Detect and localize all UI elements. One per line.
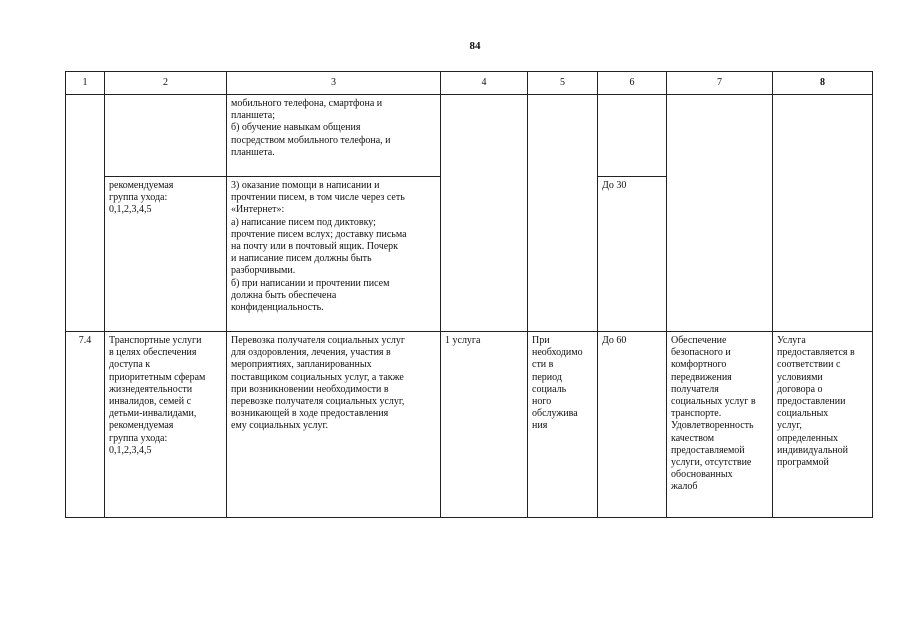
- text-line: 0,1,2,3,4,5: [109, 444, 152, 456]
- text-line: инвалидов, семей с: [109, 396, 192, 408]
- text-line: ему социальных услуг.: [231, 420, 328, 432]
- cell-conditions: [773, 332, 873, 518]
- text-line: б) обучение навыкам общения: [231, 122, 361, 134]
- text-line: детьми-инвалидами,: [109, 408, 197, 420]
- text-line: период: [532, 371, 562, 383]
- cell-service-name: [105, 332, 227, 518]
- text-line: перевозке получателя социальных услуг,: [231, 396, 405, 408]
- text-line: при возникновении необходимости в: [231, 383, 389, 395]
- cell-care-group: [105, 177, 227, 332]
- cell-service-description: [227, 332, 441, 518]
- text-line: прочтение писем вслух; доставку письма: [231, 228, 407, 240]
- text-line: в целях обеспечения: [109, 347, 197, 359]
- text-line: Транспортные услуги: [109, 335, 202, 346]
- cell-number: 7.4: [66, 332, 105, 518]
- text-line: должна быть обеспечена: [231, 289, 337, 301]
- text-line: Обеспечение: [671, 335, 727, 346]
- text-line: безопасного и: [671, 347, 731, 359]
- text-line: планшета.: [231, 146, 275, 158]
- header-cell: 8: [773, 72, 873, 95]
- text-line: а) написание писем под диктовку;: [231, 216, 376, 228]
- text-line: передвижения: [671, 371, 732, 383]
- text-line: При: [532, 335, 550, 346]
- text-line: приоритетным сферам: [109, 371, 206, 383]
- table-row-continued: [66, 95, 873, 177]
- text-line: услуги, отсутствие: [671, 457, 752, 469]
- text-line: Перевозка получателя социальных услуг: [231, 335, 405, 346]
- text-line: планшета;: [231, 110, 275, 122]
- header-cell: 5: [528, 72, 598, 95]
- text-line: Услуга: [777, 335, 806, 346]
- text-line: обслужива: [532, 408, 578, 420]
- text-line: рекомендуемая: [109, 180, 174, 191]
- text-line: поставщиком социальных услуг, а также: [231, 371, 404, 383]
- cell-service-name: [105, 95, 227, 177]
- text-line: Удовлетворенность: [671, 420, 754, 432]
- text-line: обоснованных: [671, 469, 733, 481]
- services-table: [65, 71, 873, 518]
- text-line: предоставляемой: [671, 444, 745, 456]
- cell-volume: [441, 95, 528, 332]
- text-line: на почту или в почтовый ящик. Почерк: [231, 241, 399, 253]
- text-line: социаль: [532, 383, 567, 395]
- cell-quality-indicators: [667, 332, 773, 518]
- cell-volume: 1 услуга: [441, 332, 528, 518]
- text-line: жалоб: [671, 481, 698, 493]
- text-line: рекомендуемая: [109, 420, 174, 432]
- text-line: условиями: [777, 371, 823, 383]
- text-line: мобильного телефона, смартфона и: [231, 98, 383, 109]
- text-line: мероприятиях, запланированных: [231, 359, 372, 371]
- text-line: ния: [532, 420, 548, 432]
- text-line: жизнедеятельности: [109, 383, 193, 395]
- cell-conditions: [773, 95, 873, 332]
- text-line: прочтении писем, в том числе через сеть: [231, 192, 405, 204]
- header-cell: 7: [667, 72, 773, 95]
- text-line: получателя: [671, 383, 719, 395]
- header-cell: 4: [441, 72, 528, 95]
- cell-periodicity: [528, 332, 598, 518]
- cell-service-description: [227, 177, 441, 332]
- text-line: разборчивыми.: [231, 265, 296, 277]
- text-line: группа ухода:: [109, 432, 168, 444]
- text-line: качеством: [671, 432, 715, 444]
- text-line: 0,1,2,3,4,5: [109, 204, 152, 216]
- text-line: «Интернет»:: [231, 204, 285, 216]
- header-cell: 2: [105, 72, 227, 95]
- text-line: необходимо: [532, 347, 583, 359]
- text-line: группа ухода:: [109, 192, 168, 204]
- text-line: транспорте.: [671, 408, 722, 420]
- cell-duration: [598, 95, 667, 177]
- page-number: 84: [469, 40, 481, 52]
- text-line: возникающей в ходе предоставления: [231, 408, 389, 420]
- text-line: услуг,: [777, 420, 802, 432]
- text-line: сти в: [532, 359, 554, 371]
- text-line: программой: [777, 457, 829, 469]
- cell-duration: До 60: [598, 332, 667, 518]
- text-line: предоставлении: [777, 396, 846, 408]
- cell-periodicity: [528, 95, 598, 332]
- cell-quality-indicators: [667, 95, 773, 332]
- text-line: для оздоровления, лечения, участия в: [231, 347, 391, 359]
- text-line: договора о: [777, 383, 823, 395]
- header-cell: 1: [66, 72, 105, 95]
- text-line: 3) оказание помощи в написании и: [231, 180, 380, 191]
- text-line: конфиденциальность.: [231, 302, 324, 314]
- header-cell: 3: [227, 72, 441, 95]
- cell-duration: До 30: [598, 177, 667, 332]
- text-line: комфортного: [671, 359, 727, 371]
- cell-service-description: [227, 95, 441, 177]
- text-line: определенных: [777, 432, 839, 444]
- table-header-row: [66, 72, 873, 95]
- table-row-7-4: [66, 332, 873, 518]
- text-line: соответствии с: [777, 359, 841, 371]
- cell-number: [66, 95, 105, 332]
- text-line: социальных услуг в: [671, 396, 756, 408]
- text-line: посредством мобильного телефона, и: [231, 134, 391, 146]
- text-line: б) при написании и прочтении писем: [231, 277, 390, 289]
- text-line: индивидуальной: [777, 444, 848, 456]
- text-line: и написание писем должны быть: [231, 253, 372, 265]
- text-line: предоставляется в: [777, 347, 855, 359]
- text-line: ного: [532, 396, 552, 408]
- text-line: доступа к: [109, 359, 151, 371]
- header-cell: 6: [598, 72, 667, 95]
- text-line: социальных: [777, 408, 829, 420]
